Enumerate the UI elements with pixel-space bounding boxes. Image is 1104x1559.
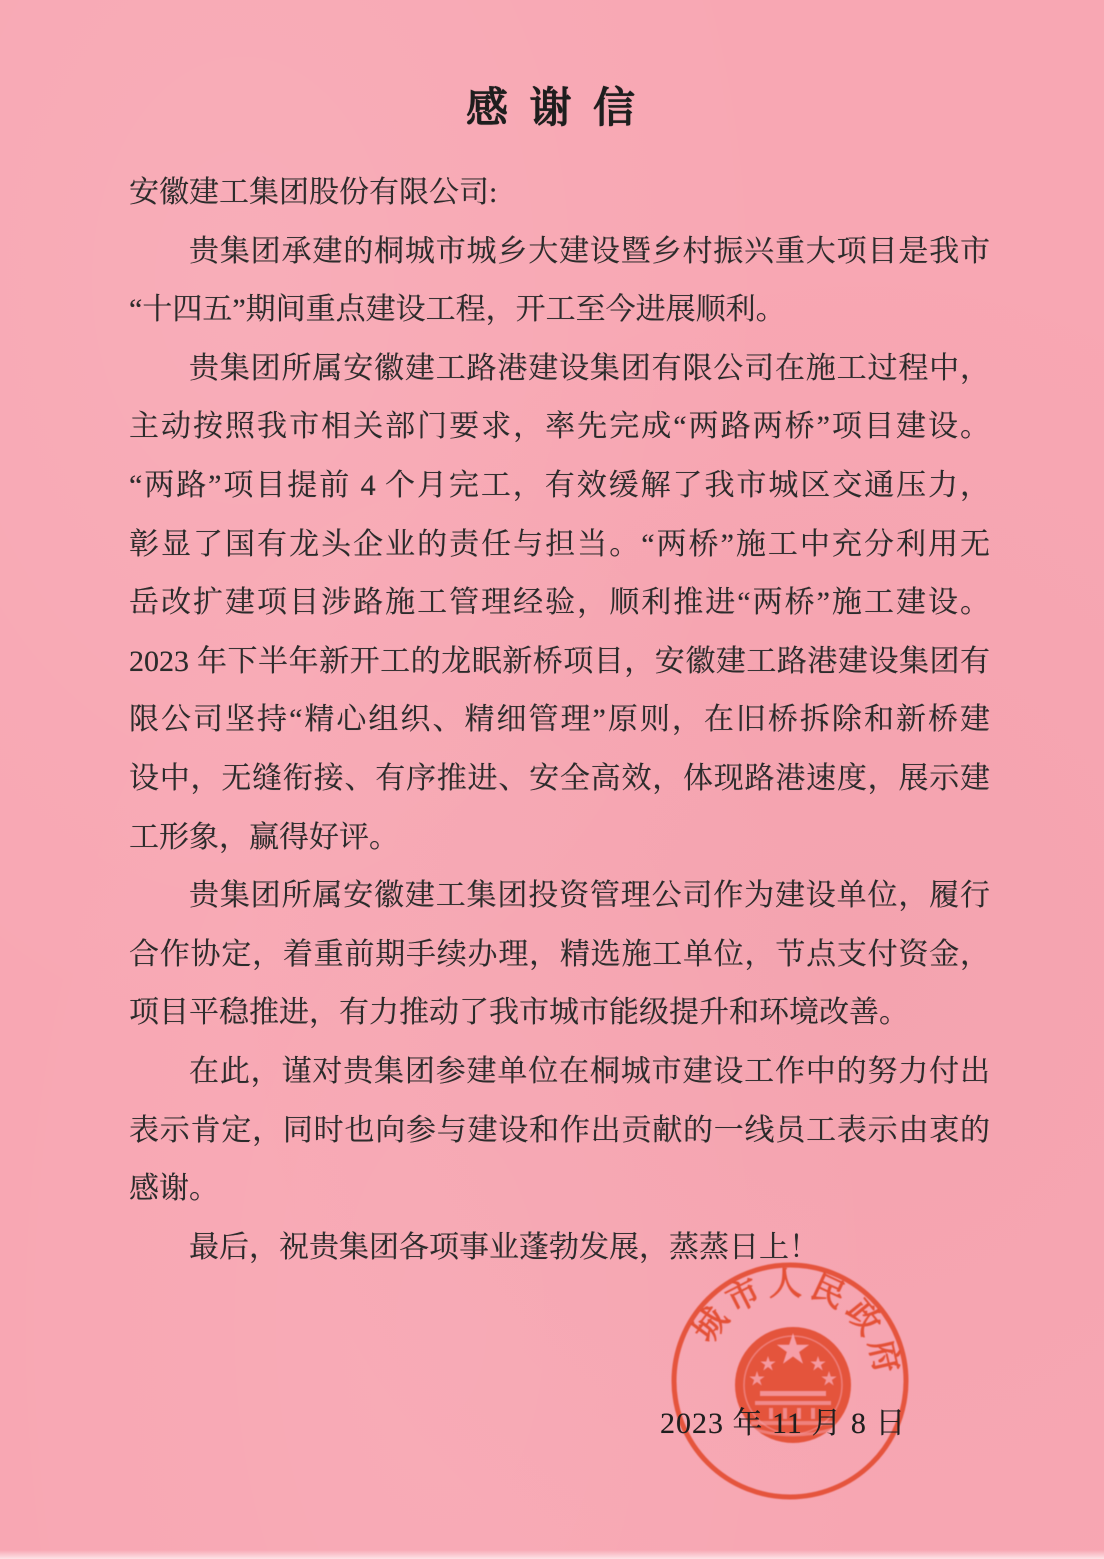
text-line: 贵集团承建的桐城市城乡大建设暨乡村振兴重大项目是我市 xyxy=(189,234,990,268)
text-line: 感谢。 xyxy=(129,1172,219,1206)
seal-arc-text: 城市人民政府 xyxy=(687,1266,906,1383)
text-line: 在此，谨对贵集团参建单位在桐城市建设工作中的努力付出 xyxy=(189,1054,990,1088)
text-line: 主动按照我市相关部门要求，率先完成“两路两桥”项目建设。 xyxy=(129,410,990,444)
text-line: “两路”项目提前 4 个月完工，有效缓解了我市城区交通压力， xyxy=(129,468,990,502)
text-line: 贵集团所属安徽建工集团投资管理公司作为建设单位，履行 xyxy=(189,879,990,913)
seal-graphic xyxy=(667,1258,913,1504)
text-line: 合作协定，着重前期手续办理，精选施工单位，节点支付资金， xyxy=(129,937,990,971)
text-line: 限公司坚持“精心组织、精细管理”原则，在旧桥拆除和新桥建 xyxy=(129,703,990,737)
text-line: 彰显了国有龙头企业的责任与担当。“两桥”施工中充分利用无 xyxy=(129,527,990,561)
letter-title: 感 谢 信 xyxy=(465,86,638,132)
letter-date: 2023 年 11 月 8 日 xyxy=(660,1407,907,1440)
text-line: 表示肯定，同时也向参与建设和作出贡献的一线员工表示由衷的 xyxy=(129,1113,990,1147)
text-line: 最后，祝贵集团各项事业蓬勃发展，蒸蒸日上！ xyxy=(189,1230,819,1264)
text-line: 工形象，赢得好评。 xyxy=(129,820,399,854)
text-line: 贵集团所属安徽建工路港建设集团有限公司在施工过程中， xyxy=(189,351,990,385)
letter-body xyxy=(129,164,990,1277)
text-line: 岳改扩建项目涉路施工管理经验，顺利推进“两桥”施工建设。 xyxy=(129,586,990,620)
text-line: 设中，无缝衔接、有序推进、安全高效，体现路港速度，展示建 xyxy=(129,761,990,795)
text-line: “十四五”期间重点建设工程，开工至今进展顺利。 xyxy=(129,293,786,327)
official-seal-stamp xyxy=(667,1258,913,1504)
salutation-line: 安徽建工集团股份有限公司: xyxy=(129,176,498,209)
text-line: 项目平稳推进，有力推动了我市城市能级提升和环境改善。 xyxy=(129,996,909,1030)
text-line: 2023 年下半年新开工的龙眠新桥项目，安徽建工路港建设集团有 xyxy=(129,644,990,678)
